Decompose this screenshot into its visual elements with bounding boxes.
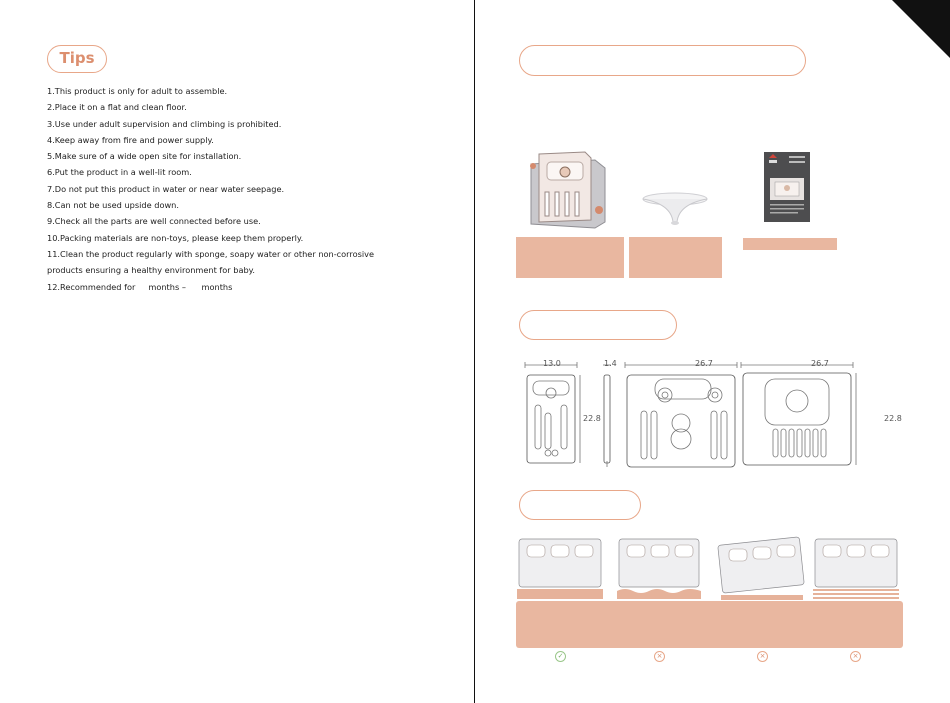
tip-3: 3.Use under adult supervision and climbing is prohibited.: [47, 118, 282, 129]
parts-header-pill: [519, 45, 806, 76]
usage-header-pill: [519, 490, 641, 520]
part-label-box-3: [743, 238, 837, 250]
manual-booklet-image: [764, 152, 810, 222]
tips-title: Tips: [47, 45, 107, 73]
usage-mark-3: ×: [757, 651, 768, 662]
tip-1: 1.This product is only for adult to assemble.: [47, 86, 228, 96]
right-page: [475, 0, 950, 703]
tip-12: 12.Recommended for months – months: [47, 281, 233, 292]
dim-height-right: 22.8: [884, 414, 902, 423]
usage-mark-2: ×: [654, 651, 665, 662]
playpen-package-image: [525, 150, 610, 230]
left-page: [0, 0, 474, 703]
dim-panel-width-a: 26.7: [695, 359, 713, 368]
usage-mark-4: ×: [850, 651, 861, 662]
suction-cup-image: [637, 190, 713, 228]
dim-panel-width-b: 26.7: [811, 359, 829, 368]
usage-illustrations: [515, 535, 915, 605]
size-header-pill: [519, 310, 677, 340]
dim-height-left: 22.8: [583, 414, 601, 423]
tip-9: 9.Check all the parts are well connected before use.: [47, 216, 261, 227]
usage-notice-box: [516, 601, 903, 648]
tips-list: [47, 83, 427, 295]
panel-dimension-diagram: [515, 355, 915, 475]
tip-11: 11.Clean the product regularly with sponge, soapy water or other non-corrosive products ensuring a healthy environment for baby.: [47, 248, 375, 276]
tip-2: 2.Place it on a flat and clean floor.: [47, 102, 187, 113]
part-label-box-1: [516, 237, 624, 278]
dim-depth: 1.4: [604, 359, 617, 368]
tip-10: 10.Packing materials are non-toys, please keep them properly.: [47, 232, 304, 243]
dim-narrow-width: 13.0: [543, 359, 561, 368]
tip-5: 5.Make sure of a wide open site for installation.: [47, 151, 242, 162]
tip-8: 8.Can not be used upside down.: [47, 200, 179, 211]
part-label-box-2: [629, 237, 722, 278]
tip-7: 7.Do not put this product in water or near water seepage.: [47, 183, 285, 194]
usage-mark-1: ✓: [555, 651, 566, 662]
corner-tab: [892, 0, 950, 58]
tip-4: 4.Keep away from fire and power supply.: [47, 134, 214, 145]
tip-6: 6.Put the product in a well-lit room.: [47, 167, 192, 178]
